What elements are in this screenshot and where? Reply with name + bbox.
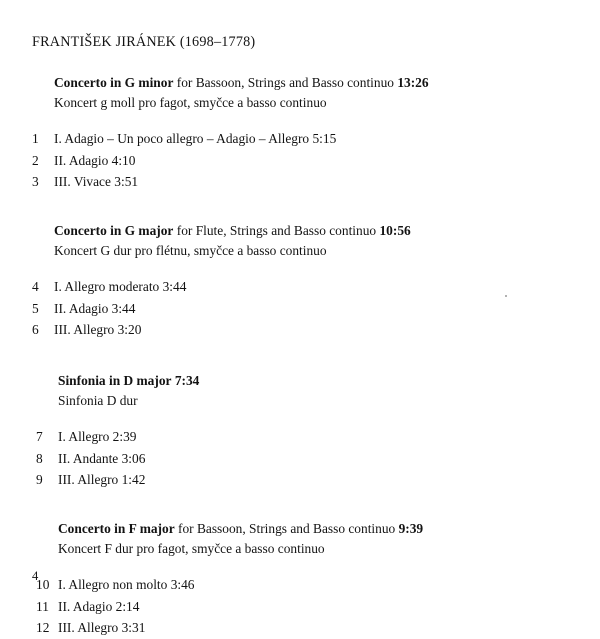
track-row [32, 150, 574, 172]
track-number: 7 [36, 428, 43, 444]
works-list [32, 73, 574, 639]
track-title: II. Andante 3:06 [58, 450, 146, 466]
track-number: 3 [32, 174, 39, 190]
section-spacer [54, 361, 574, 371]
track-list [36, 574, 574, 639]
track-list [32, 276, 574, 341]
track-title: I. Allegro moderato 3:44 [54, 278, 187, 294]
section-spacer [54, 511, 574, 519]
work-duration: 13:26 [397, 75, 429, 90]
work-title-main: Concerto in G minor [54, 75, 174, 90]
work-entry [36, 519, 574, 639]
work-duration: 9:39 [398, 520, 424, 536]
track-number: 2 [32, 152, 39, 168]
track-row [32, 298, 574, 320]
paper-speck [505, 295, 507, 297]
work-title-rest: for Flute, Strings and Basso continuo [176, 222, 377, 238]
track-number: 6 [32, 322, 39, 338]
work-duration: 7:34 [174, 372, 200, 388]
track-title: I. Allegro 2:39 [58, 428, 137, 444]
track-number: 1 [32, 130, 39, 146]
track-title: II. Adagio 2:14 [58, 598, 140, 614]
track-title: II. Adagio 4:10 [54, 152, 136, 168]
work-subtitle: Koncert G dur pro flétnu, smyčce a basso continuo [54, 243, 327, 259]
composer-heading [32, 34, 574, 51]
track-list [32, 128, 574, 193]
work-title [54, 73, 574, 92]
track-row [32, 319, 574, 341]
track-number: 11 [36, 598, 49, 614]
track-number: 8 [36, 450, 43, 466]
track-row [36, 596, 574, 618]
track-row [36, 574, 574, 596]
work-entry [36, 371, 574, 491]
section-spacer [54, 213, 574, 221]
track-list [36, 426, 574, 491]
work-title-main: Concerto in F major [58, 520, 175, 536]
track-row [32, 128, 574, 150]
work-entry [32, 73, 574, 193]
track-row [36, 469, 574, 491]
track-row [36, 448, 574, 470]
track-title: I. Allegro non molto 3:46 [58, 576, 195, 592]
work-title-rest: for Bassoon, Strings and Basso continuo [176, 75, 394, 90]
work-title [58, 371, 574, 390]
work-subtitle: Koncert F dur pro fagot, smyčce a basso continuo [58, 541, 325, 557]
track-number: 12 [36, 620, 50, 636]
track-row [32, 276, 574, 298]
work-title-main: Sinfonia in D major [58, 372, 172, 388]
work-duration: 10:56 [379, 222, 411, 238]
track-title: III. Allegro 3:20 [54, 322, 142, 338]
track-row [36, 426, 574, 448]
track-row [36, 617, 574, 639]
track-title: III. Allegro 3:31 [58, 620, 146, 636]
page-number: 4 [32, 569, 39, 583]
track-title: II. Adagio 3:44 [54, 300, 136, 316]
work-subtitle: Koncert g moll pro fagot, smyčce a basso continuo [54, 95, 327, 111]
track-row [32, 171, 574, 193]
work-title [54, 221, 574, 240]
work-title [58, 519, 574, 538]
track-number: 4 [32, 278, 39, 294]
work-title-main: Concerto in G major [54, 222, 174, 238]
track-number: 5 [32, 300, 39, 316]
work-title-rest: for Bassoon, Strings and Basso continuo [178, 520, 396, 536]
work-entry [32, 221, 574, 341]
track-title: III. Vivace 3:51 [54, 174, 139, 190]
track-title: III. Allegro 1:42 [58, 472, 146, 488]
composer-name: FRANTIŠEK JIRÁNEK (1698–1778) [32, 34, 256, 50]
track-title: I. Adagio – Un poco allegro – Adagio – Allegro 5:15 [54, 130, 337, 146]
track-number: 9 [36, 472, 43, 488]
track-number: 10 [36, 576, 50, 592]
work-subtitle: Sinfonia D dur [58, 393, 138, 409]
